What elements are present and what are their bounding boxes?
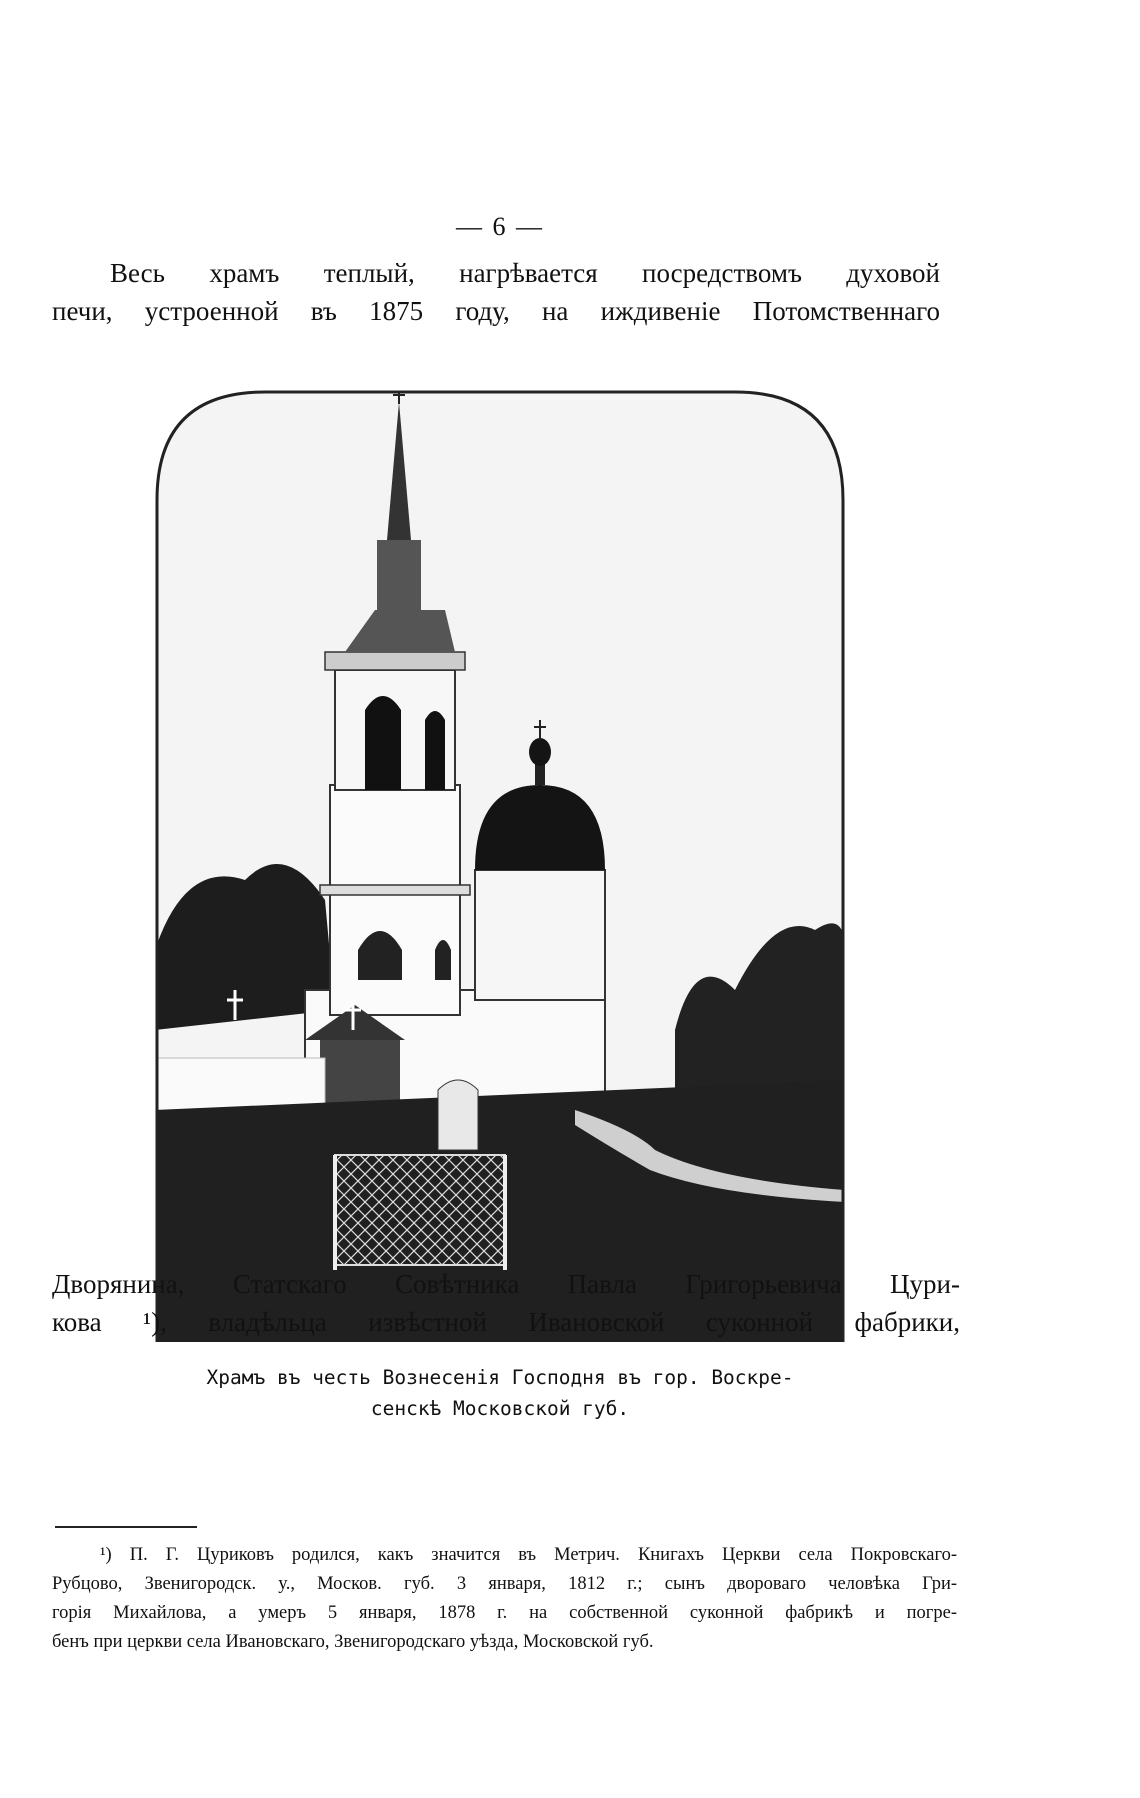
footnote-line: горія Михайлова, а умеръ 5 января, 1878 г. на собственной суконной фабрикѣ и погре- [52, 1603, 957, 1623]
paragraph-line: Дворянина, Статскаго Совѣтника Павла Григорьевича Цури- [52, 1269, 960, 1299]
paragraph-line: кова ¹), владѣльца извѣстной Ивановской суконной фабрики, [52, 1307, 960, 1337]
paragraph-line: печи, устроенной въ 1875 году, на иждивеніе Потомственнаго [52, 296, 940, 326]
footnote-divider [55, 1526, 197, 1528]
footnote-line: Рубцово, Звенигородск. у., Москов. губ. 3 января, 1812 г.; сынъ двороваго человѣка Гри- [52, 1574, 957, 1594]
footnote-line: ¹) П. Г. Цуриковъ родился, какъ значится въ Метрич. Книгахъ Церкви села Покровскаго- [100, 1545, 957, 1565]
footnote [52, 1541, 957, 1657]
page-number: — 6 — [456, 212, 544, 241]
church-photograph [155, 390, 845, 1342]
paragraph-bottom [52, 1265, 960, 1341]
caption-line: сенскѣ Московской губ. [370, 1397, 630, 1420]
paragraph-top [52, 254, 940, 330]
caption-line: Храмъ въ честь Вознесенія Господня въ гор. Воскре- [206, 1366, 794, 1389]
paragraph-line: Весь храмъ теплый, нагрѣвается посредствомъ духовой [110, 258, 940, 288]
figure-caption [150, 1362, 850, 1424]
footnote-line: бенъ при церкви села Ивановскаго, Звенигородскаго уѣзда, Московской губ. [52, 1632, 654, 1652]
